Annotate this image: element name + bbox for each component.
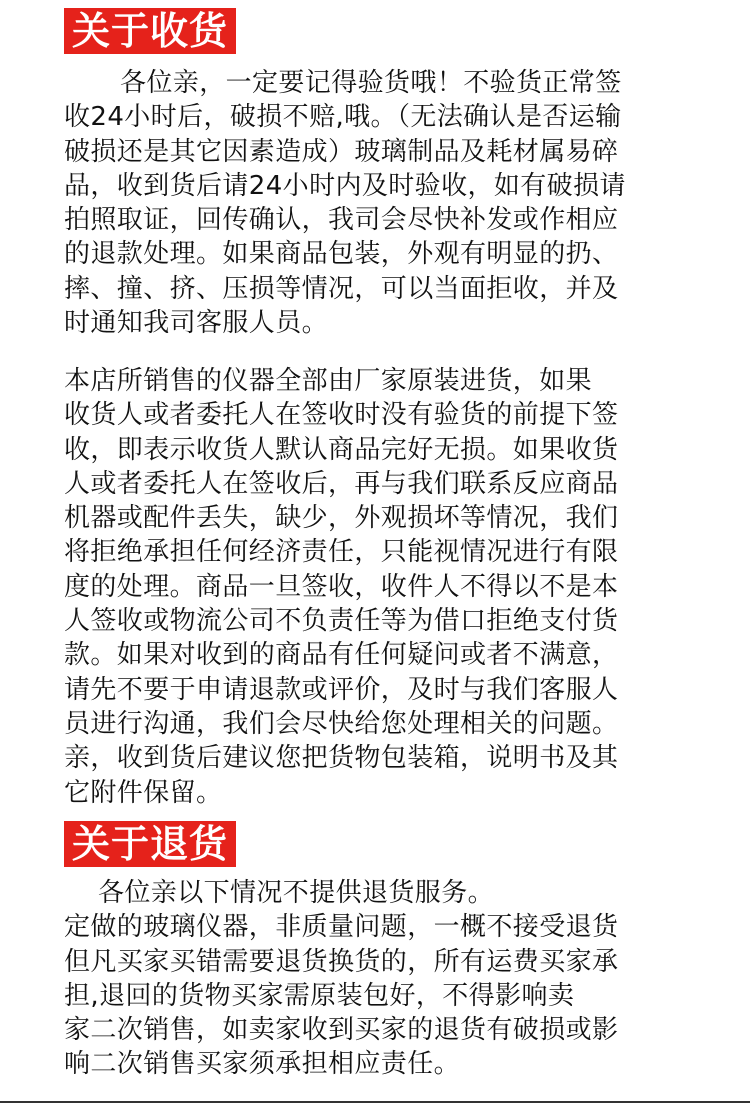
text-line: 担,退回的货物买家需原装包好，不得影响卖 — [64, 980, 575, 1011]
text-line: 的退款处理。如果商品包装，外观有明显的扔、 — [64, 239, 619, 270]
text-line: 将拒绝承担任何经济责任，只能视情况进行有限 — [64, 537, 619, 568]
text-line: 拍照取证，回传确认，我司会尽快补发或作相应 — [64, 205, 619, 236]
text-line: 度的处理。商品一旦签收，收件人不得以不是本 — [64, 571, 619, 602]
text-line: 家二次销售，如卖家收到买家的退货有破损或影 — [64, 1015, 619, 1046]
section-title-receiving: 关于收货 — [64, 8, 236, 54]
text-line: 请先不要于申请退款或评价，及时与我们客服人 — [64, 674, 619, 705]
text-line: 时通知我司客服人员。 — [64, 308, 329, 339]
text-line: 破损还是其它因素造成）玻璃制品及耗材属易碎 — [64, 136, 619, 167]
section-title-returns: 关于退货 — [64, 821, 236, 867]
text-line: 它附件保留。 — [64, 777, 223, 808]
text-line: 响二次销售买家须承担相应责任。 — [64, 1049, 461, 1080]
text-line: 亲，收到货后建议您把货物包装箱，说明书及其 — [64, 743, 619, 774]
bottom-divider — [0, 1101, 750, 1103]
text-line: 各位亲以下情况不提供退货服务。 — [98, 878, 495, 908]
text-line: 员进行沟通，我们会尽快给您处理相关的问题。 — [64, 708, 619, 739]
text-line: 收货人或者委托人在签收时没有验货的前提下签 — [64, 400, 619, 431]
receiving-notice-paragraph — [64, 66, 704, 340]
text-line: 定做的玻璃仪器，非质量问题，一概不接受退货 — [64, 912, 619, 943]
text-line: 收24小时后，破损不赔,哦。（无法确认是否运输 — [64, 102, 622, 133]
text-line: 摔、撞、挤、压损等情况，可以当面拒收，并及 — [64, 273, 619, 304]
text-line: 品，收到货后请24小时内及时验收，如有破损请 — [64, 170, 626, 201]
text-line: 各位亲，一定要记得验货哦！不验货正常签 — [120, 68, 622, 98]
text-line: 人或者委托人在签收后，再与我们联系反应商品 — [64, 468, 619, 499]
text-line: 收，即表示收货人默认商品完好无损。如果收货 — [64, 434, 619, 465]
text-line: 但凡买家买错需要退货换货的，所有运费买家承 — [64, 946, 619, 977]
text-line: 本店所销售的仪器全部由厂家原装进货，如果 — [64, 366, 593, 396]
text-line: 人签收或物流公司不负责任等为借口拒绝支付货 — [64, 606, 619, 637]
text-line: 款。如果对收到的商品有任何疑问或者不满意， — [64, 640, 619, 671]
returns-policy-paragraph — [64, 876, 704, 1082]
text-line: 机器或配件丢失，缺少，外观损坏等情况，我们 — [64, 503, 619, 534]
inspection-policy-paragraph — [64, 364, 704, 810]
